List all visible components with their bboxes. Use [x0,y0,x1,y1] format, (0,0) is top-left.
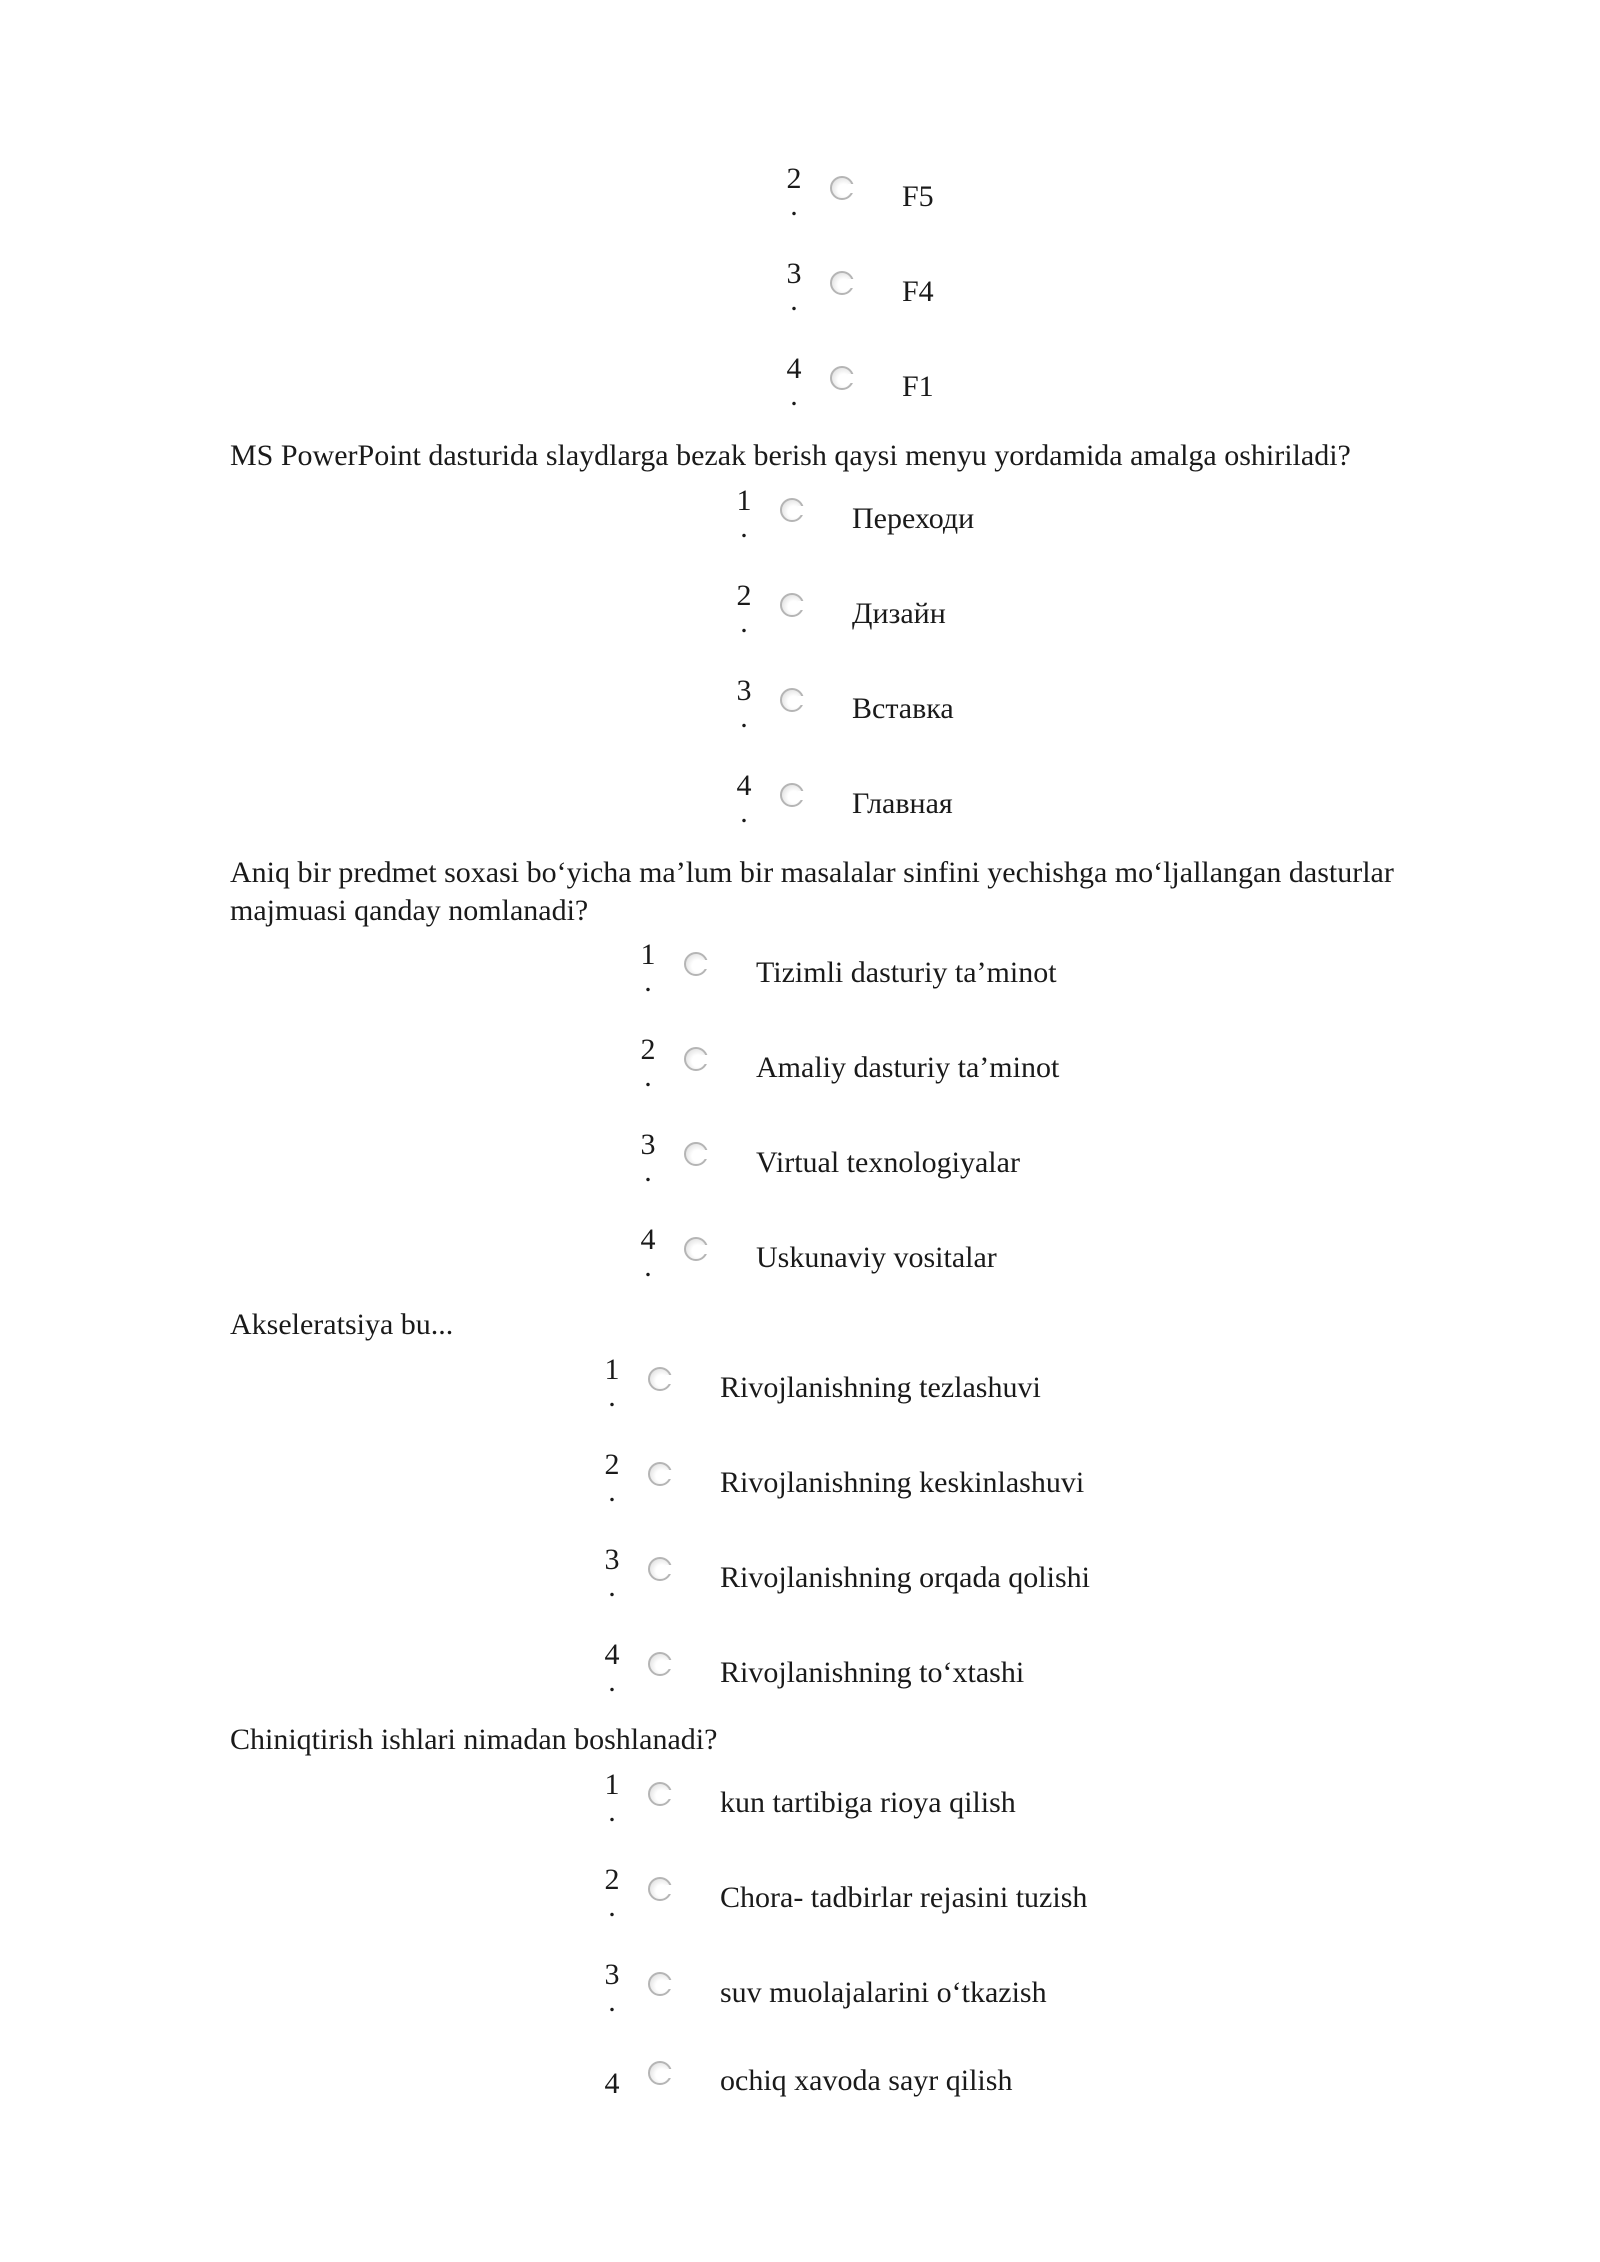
option-number: 2 [786,162,802,195]
radio-button-icon[interactable] [648,2061,672,2085]
option-number-dot: . [740,511,748,544]
option-number: 3 [640,1128,656,1161]
radio-button-icon[interactable] [830,366,854,390]
radio-button-icon[interactable] [780,498,804,522]
option-label: suv muolajalarini o‘tkazish [720,1976,1047,2009]
option-number-dot: . [644,965,652,998]
option-label: F5 [902,180,934,213]
option-number-dot: . [608,1665,616,1698]
option-label: Дизайн [852,597,946,630]
option-number-dot: . [740,606,748,639]
option-number: 1 [640,938,656,971]
option-number: 2 [640,1033,656,1066]
option-number-dot: . [790,379,798,412]
option-number: 2 [604,1863,620,1896]
option-label: Rivojlanishning to‘xtashi [720,1656,1025,1689]
question-text: Aniq bir predmet soxasi bo‘yicha ma’lum bir masalalar sinfini yechishga mo‘ljallangan dasturlar majmuasi qanday nomlanadi? [230,856,1394,927]
radio-button-icon[interactable] [830,271,854,295]
option-label: Amaliy dasturiy ta’minot [756,1051,1060,1084]
radio-button-icon[interactable] [780,783,804,807]
radio-button-icon[interactable] [648,1782,672,1806]
option-label: Переходи [852,502,975,535]
option-label: Tizimli dasturiy ta’minot [756,956,1057,989]
radio-button-icon[interactable] [648,1557,672,1581]
option-label: Chora- tadbirlar rejasini tuzish [720,1881,1088,1914]
option-label: Rivojlanishning tezlashuvi [720,1371,1041,1404]
radio-button-icon[interactable] [780,688,804,712]
radio-button-icon[interactable] [684,1142,708,1166]
option-number-dot: . [644,1250,652,1283]
option-number-dot: . [608,1795,616,1828]
option-label: F1 [902,370,934,403]
option-number: 2 [604,1448,620,1481]
option-number: 4 [604,1638,620,1671]
option-number-dot: . [740,796,748,829]
option-number: 3 [736,674,752,707]
option-number-dot: . [790,284,798,317]
radio-button-icon[interactable] [684,1047,708,1071]
radio-button-icon[interactable] [830,176,854,200]
radio-button-icon[interactable] [648,1462,672,1486]
radio-button-icon[interactable] [648,1652,672,1676]
option-number-dot: . [608,1890,616,1923]
option-number-dot: . [644,1155,652,1188]
option-number: 1 [604,1768,620,1801]
option-number: 1 [604,1353,620,1386]
option-label: Вставка [852,692,954,725]
option-number-dot: . [608,1475,616,1508]
option-label: Virtual texnologiyalar [756,1146,1020,1179]
option-label: Uskunaviy vositalar [756,1241,997,1274]
option-number: 3 [604,1958,620,1991]
option-number: 4 [640,1223,656,1256]
option-label: F4 [902,275,934,308]
option-number-dot: . [608,1570,616,1603]
radio-button-icon[interactable] [684,952,708,976]
option-label: ochiq xavoda sayr qilish [720,2064,1013,2097]
radio-button-icon[interactable] [684,1237,708,1261]
option-number-dot: . [790,189,798,222]
option-number: 4 [604,2067,620,2100]
radio-button-icon[interactable] [648,1972,672,1996]
option-number: 2 [736,579,752,612]
question-text: MS PowerPoint dasturida slaydlarga bezak berish qaysi menyu yordamida amalga oshiriladi? [230,439,1351,472]
option-label: Главная [852,787,953,820]
option-label: Rivojlanishning orqada qolishi [720,1561,1090,1594]
radio-button-icon[interactable] [780,593,804,617]
option-number-dot: . [608,1380,616,1413]
option-number-dot: . [740,701,748,734]
option-number: 4 [786,352,802,385]
radio-button-icon[interactable] [648,1367,672,1391]
option-label: Rivojlanishning keskinlashuvi [720,1466,1085,1499]
radio-button-icon[interactable] [648,1877,672,1901]
option-number: 3 [786,257,802,290]
option-number: 3 [604,1543,620,1576]
question-text: Akseleratsiya bu... [230,1308,454,1341]
option-number-dot: . [644,1060,652,1093]
option-number: 4 [736,769,752,802]
option-number: 1 [736,484,752,517]
option-number-dot: . [608,1985,616,2018]
option-label: kun tartibiga rioya qilish [720,1786,1016,1819]
question-text: Chiniqtirish ishlari nimadan boshlanadi? [230,1723,718,1756]
